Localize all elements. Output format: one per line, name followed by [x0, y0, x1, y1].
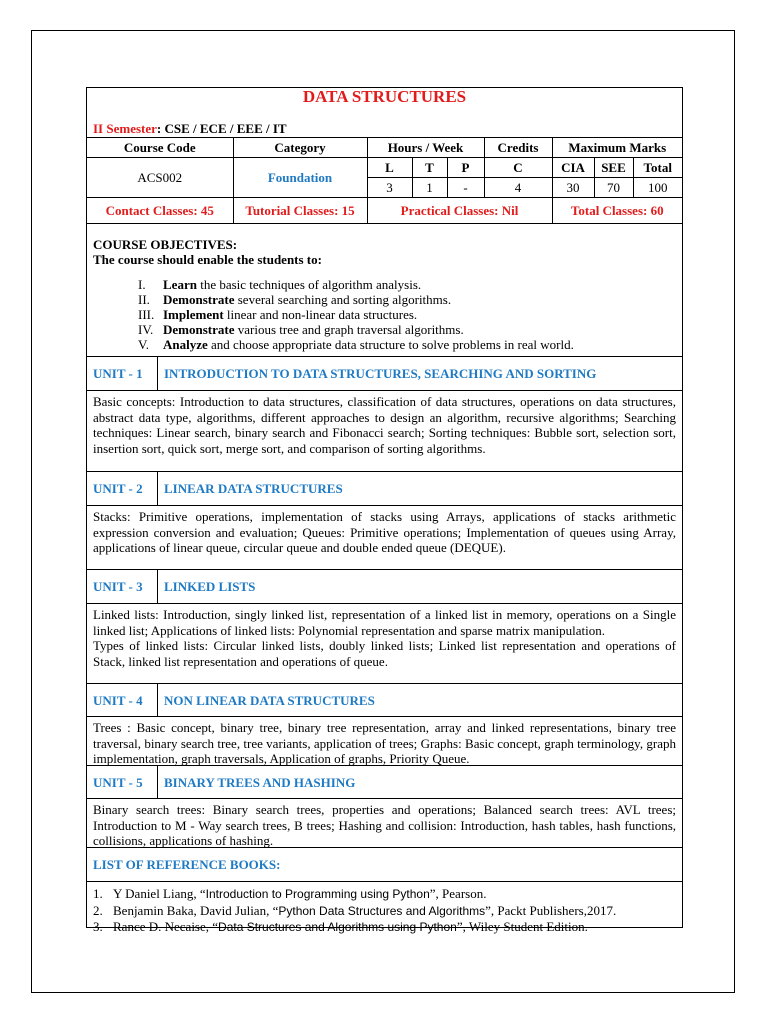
unit-title: LINKED LISTS: [164, 579, 256, 594]
objective-item: [93, 292, 676, 307]
unit-1-body: Basic concepts: Introduction to data structures, classification of data structures, operations on data structures, abstract data type, algorithms, different approaches to design an algorithm, recursive algorithms; Searching techniques: Linear search, binary search and Fibonacci search; Sorting techniques: Bubble sort, selection sort, insertion sort, quick sort, merge sort, and comparison of sorting algorithms.: [87, 390, 682, 471]
practical-classes: Practical Classes: Nil: [367, 198, 552, 224]
objective-number: III.: [138, 307, 155, 322]
course-objectives: [87, 223, 682, 356]
unit-title: LINEAR DATA STRUCTURES: [164, 481, 343, 496]
unit-divider: [157, 472, 158, 505]
reference-item: [93, 886, 676, 903]
unit-label: UNIT - 1: [93, 366, 143, 381]
reference-item: [93, 919, 676, 936]
objective-number: IV.: [138, 322, 154, 337]
unit-title: NON LINEAR DATA STRUCTURES: [164, 693, 375, 708]
course-title: DATA STRUCTURES: [302, 87, 467, 106]
value-cia: 30: [552, 178, 594, 198]
unit-label: UNIT - 4: [93, 693, 143, 708]
objective-verb: Implement: [163, 307, 224, 322]
unit-label: UNIT - 5: [93, 775, 143, 790]
sub-c: C: [484, 158, 552, 178]
objectives-list: [93, 277, 676, 352]
tutorial-classes: Tutorial Classes: 15: [233, 198, 367, 224]
reference-book-title: Python Data Structures and Algorithms: [278, 903, 486, 918]
objective-text: the basic techniques of algorithm analysis.: [196, 277, 422, 292]
category-value: Foundation: [233, 158, 367, 198]
unit-title: BINARY TREES AND HASHING: [164, 775, 356, 790]
objectives-subheading: The course should enable the students to:: [93, 252, 322, 267]
objective-verb: Learn: [163, 277, 197, 292]
objective-text: various tree and graph traversal algorithms.: [234, 322, 464, 337]
course-info-table: [87, 137, 682, 224]
value-see: 70: [594, 178, 633, 198]
unit-3-header: [87, 569, 682, 603]
reference-publisher: ”, Wiley Student Edition.: [456, 919, 588, 934]
references-heading: LIST OF REFERENCE BOOKS:: [93, 857, 281, 872]
reference-number: 1.: [93, 886, 103, 901]
objective-number: V.: [138, 337, 149, 352]
sub-l: L: [367, 158, 412, 178]
sub-t: T: [412, 158, 447, 178]
unit-3-body: [87, 603, 682, 683]
reference-author: Y Daniel Liang, “: [113, 886, 206, 901]
course-code-value: ACS002: [87, 158, 233, 198]
semester-label: II Semester: [93, 121, 157, 136]
value-c: 4: [484, 178, 552, 198]
reference-book-title: Data Structures and Algorithms using Python: [218, 920, 457, 934]
references-header: [87, 847, 682, 881]
unit-divider: [157, 684, 158, 717]
objective-verb: Demonstrate: [163, 292, 235, 307]
value-total: 100: [633, 178, 682, 198]
objective-item: [93, 307, 676, 322]
reference-book-title: Introduction to Programming using Python: [205, 887, 430, 901]
semester-line: [93, 121, 688, 137]
objective-verb: Analyze: [163, 337, 208, 352]
sub-total: Total: [633, 158, 682, 178]
reference-author: Rance D. Necaise, “: [113, 919, 219, 934]
unit-1-header: [87, 356, 682, 390]
unit-label: UNIT - 2: [93, 481, 143, 496]
unit-4-body: Trees : Basic concept, binary tree, binary tree representation, array and linked representations, binary tree traversal, binary search tree, tree variants, application of trees; Graphs: Basic concept, graph terminology, graph implementation, graph traversals, Application of graphs, Priority Queue.: [87, 716, 682, 765]
unit-divider: [157, 766, 158, 799]
sub-see: SEE: [594, 158, 633, 178]
objective-item: [93, 277, 676, 292]
value-p: -: [447, 178, 484, 198]
reference-publisher: ”, Pearson.: [429, 886, 487, 901]
header-max-marks: Maximum Marks: [552, 138, 682, 158]
objective-verb: Demonstrate: [163, 322, 235, 337]
objective-text: and choose appropriate data structure to solve problems in real world.: [207, 337, 574, 352]
reference-author: Benjamin Baka, David Julian, “: [113, 902, 279, 918]
objective-number: I.: [138, 277, 146, 292]
unit-5-header: [87, 765, 682, 799]
objective-item: [93, 337, 676, 352]
unit-5-body: Binary search trees: Binary search trees, properties and operations; Balanced search trees: AVL trees; Introduction to M - Way search trees, B trees; Hashing and collision: Introduction, hash tables, hash functions, collisions, applications of hashing.: [87, 798, 682, 847]
reference-item: [93, 903, 676, 920]
syllabus-document: [86, 87, 683, 934]
value-l: 3: [367, 178, 412, 198]
references-list: [87, 881, 682, 934]
objectives-heading: COURSE OBJECTIVES:: [93, 237, 238, 252]
header-course-code: Course Code: [87, 138, 233, 158]
reference-number: 3.: [93, 919, 103, 934]
reference-number: 2.: [93, 902, 103, 918]
sub-p: P: [447, 158, 484, 178]
unit-title: INTRODUCTION TO DATA STRUCTURES, SEARCHING AND SORTING: [164, 366, 597, 381]
header-category: Category: [233, 138, 367, 158]
sub-cia: CIA: [552, 158, 594, 178]
semester-branches: : CSE / ECE / EEE / IT: [156, 121, 287, 136]
total-classes: Total Classes: 60: [552, 198, 682, 224]
unit-divider: [157, 570, 158, 603]
unit-4-header: [87, 683, 682, 717]
unit-3-paragraph: Linked lists: Introduction, singly linked list, representation of a linked list in memory, operations on a Single linked list; Applications of linked lists: Polynomial representation and sparse matrix manipulation.: [93, 607, 676, 638]
header-hours: Hours / Week: [367, 138, 484, 158]
unit-2-header: [87, 471, 682, 505]
unit-divider: [157, 357, 158, 390]
objective-number: II.: [138, 292, 150, 307]
objective-text: linear and non-linear data structures.: [223, 307, 418, 322]
value-t: 1: [412, 178, 447, 198]
contact-classes: Contact Classes: 45: [87, 198, 233, 224]
objective-item: [93, 322, 676, 337]
unit-label: UNIT - 3: [93, 579, 143, 594]
reference-publisher: ”, Packt Publishers,2017.: [485, 902, 617, 918]
objective-text: several searching and sorting algorithms.: [234, 292, 452, 307]
header-credits: Credits: [484, 138, 552, 158]
unit-2-body: Stacks: Primitive operations, implementation of stacks using Arrays, applications of stacks arithmetic expression conversion and evaluation; Queues: Primitive operations; Implementation of queues using Array, applications of linear queue, circular queue and double ended queue (DEQUE).: [87, 505, 682, 569]
unit-3-paragraph: Types of linked lists: Circular linked lists, doubly linked lists; Linked list representation and operations of Stack, linked list representation and operations of queue.: [93, 638, 676, 669]
